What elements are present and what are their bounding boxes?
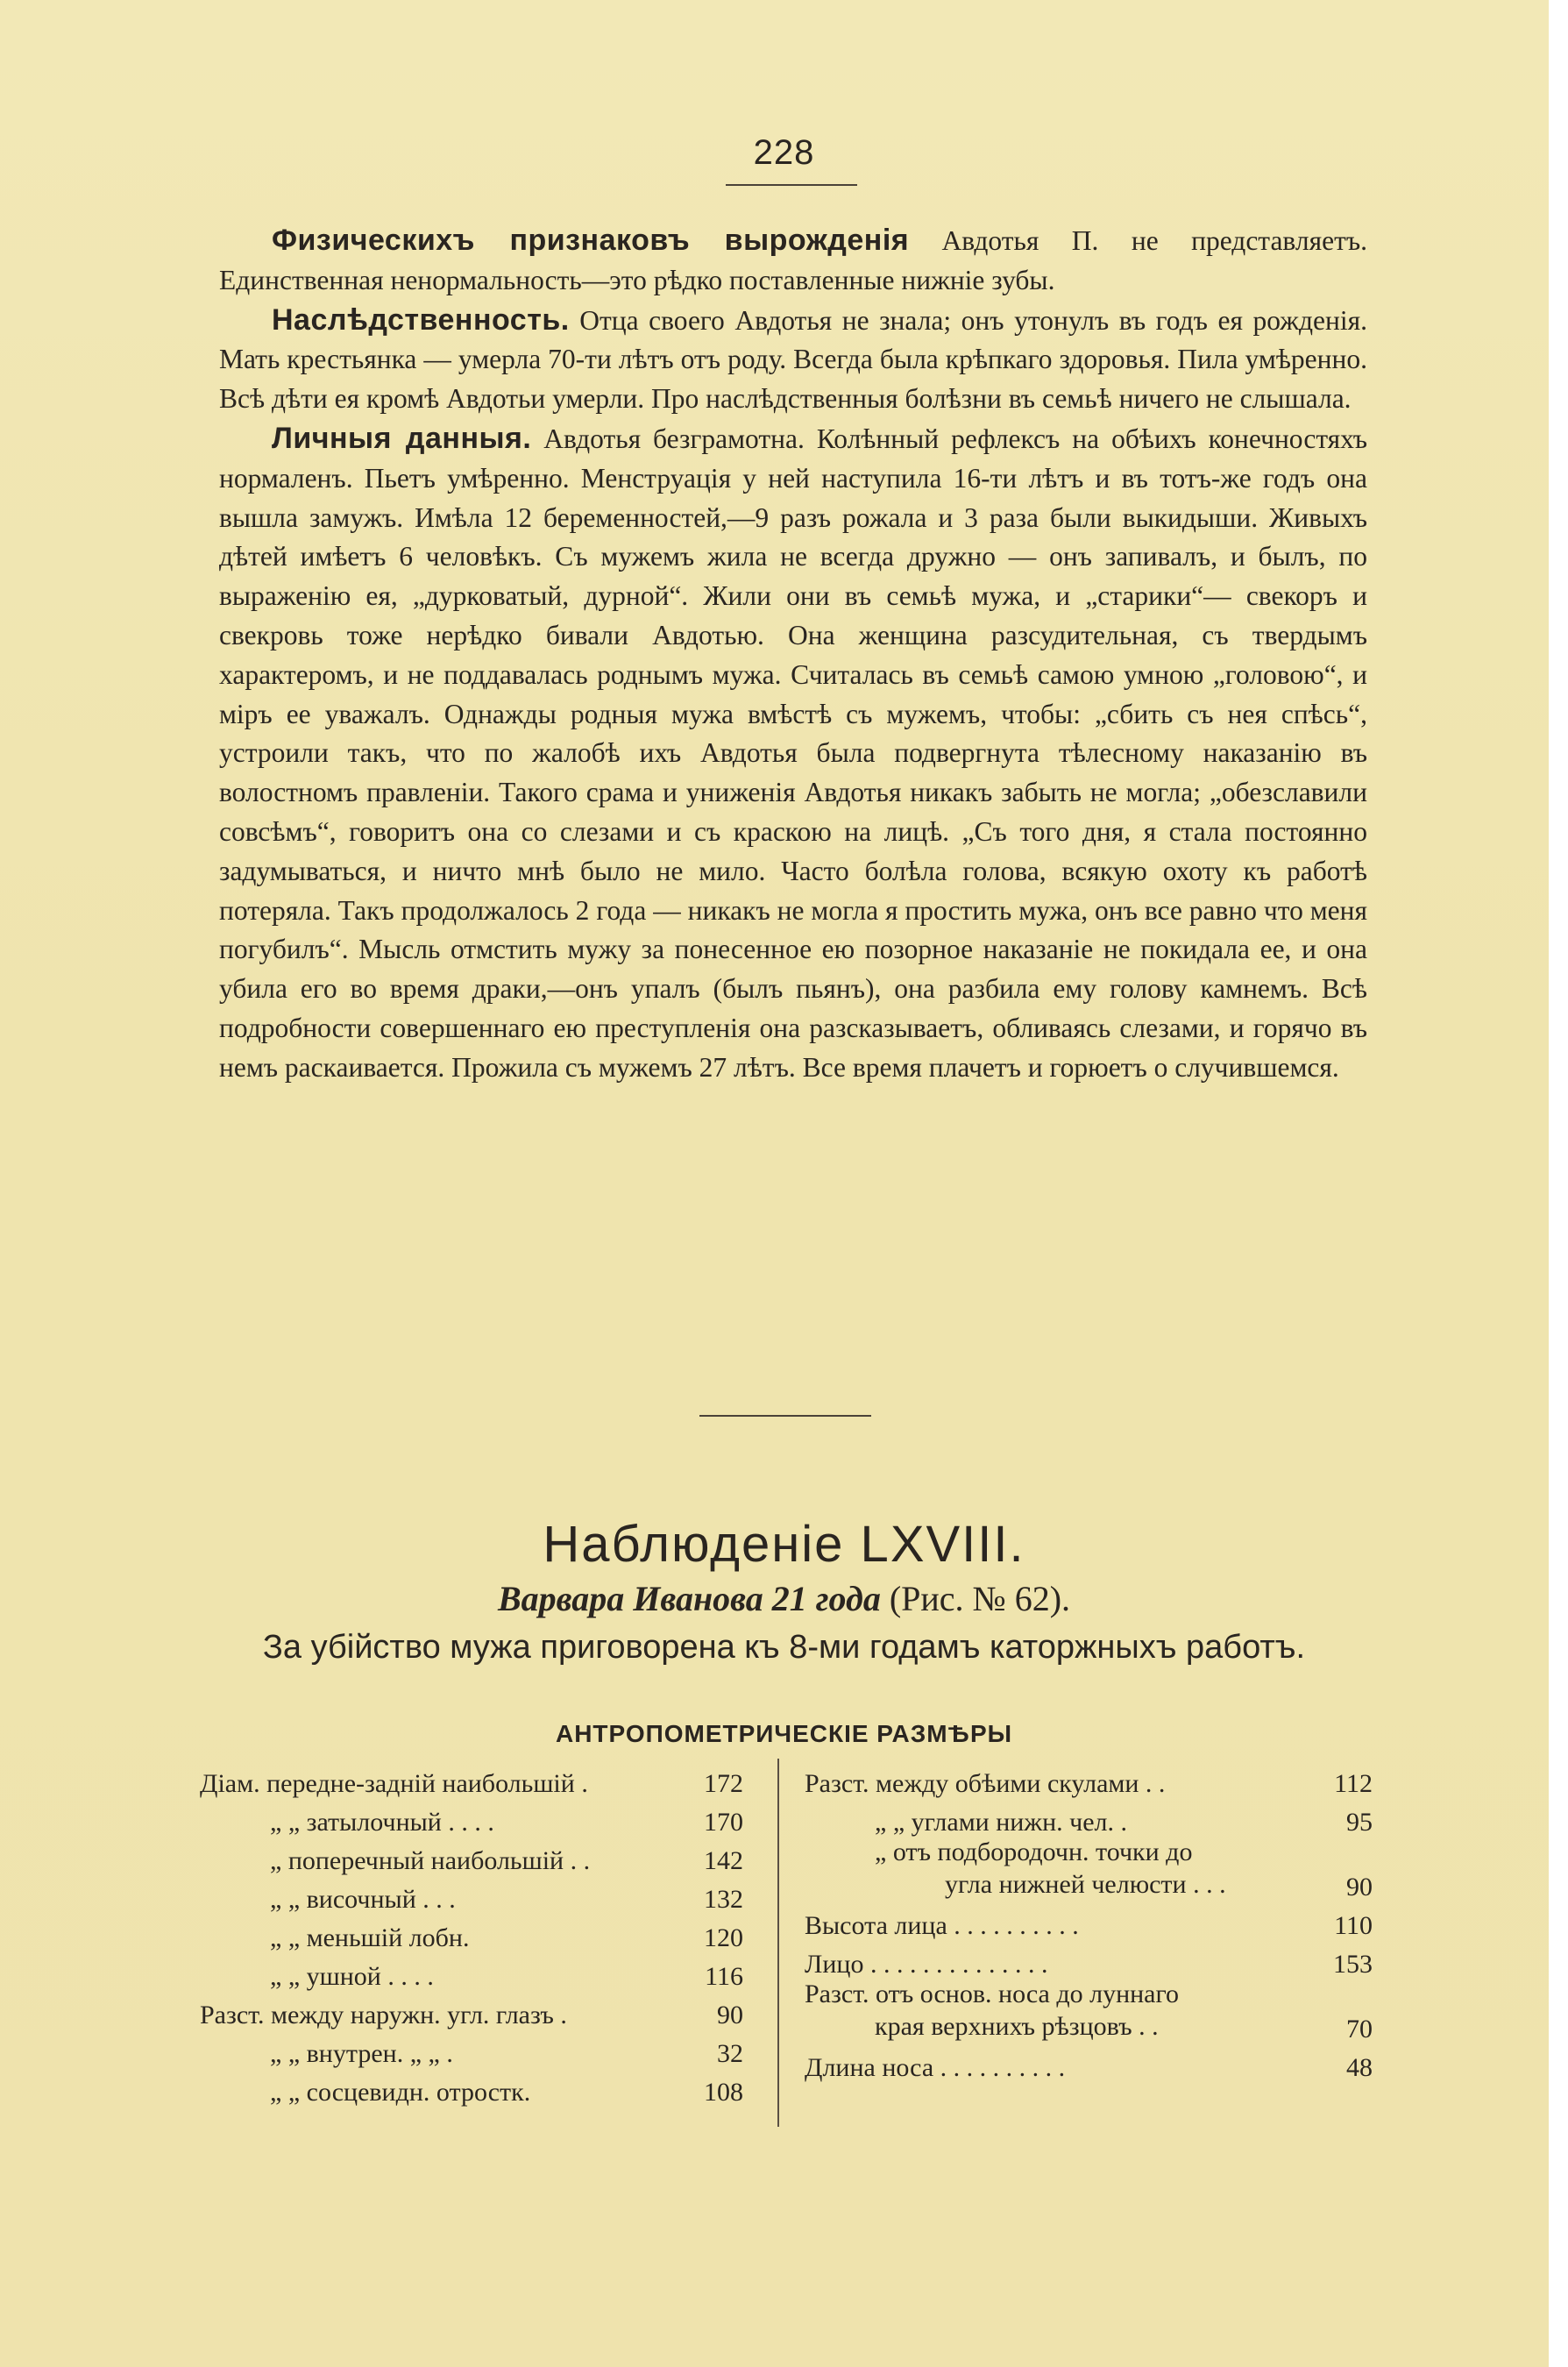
measurement-label: Діам. передне-задній наибольшій . [200, 1769, 588, 1798]
observation-title: Наблюденіе LXVIII. [543, 1516, 1025, 1573]
paragraph-personal-data [219, 419, 1367, 1088]
paragraph-degeneration [219, 221, 1367, 301]
measurement-label: Высота лица . . . . . . . . . . [805, 1911, 1079, 1940]
measurement-label [805, 1980, 1323, 2044]
measurements-right-column [805, 1760, 1373, 2083]
measurement-label: Лицо . . . . . . . . . . . . . . [805, 1950, 1048, 1979]
measurement-value: 95 [1346, 1808, 1373, 1837]
measurement-value: 120 [704, 1923, 743, 1952]
measurement-value: 112 [1334, 1769, 1373, 1798]
page-edge [1549, 0, 1568, 2367]
measurement-row [200, 1953, 743, 1992]
measurement-row [805, 1799, 1373, 1837]
measurement-label: „ „ сосцевидн. отростк. [270, 2078, 531, 2107]
measurement-row [200, 2069, 743, 2108]
measurement-label: Длина носа . . . . . . . . . . [805, 2053, 1066, 2082]
measurement-label: „ поперечный наибольшій . . [270, 1846, 591, 1875]
measurements-left-column [200, 1760, 743, 2108]
measurement-value: 172 [704, 1769, 743, 1798]
section-divider [699, 1415, 871, 1417]
observation-verdict: За убійство мужа приговорена къ 8-ми годамъ каторжныхъ работъ. [262, 1629, 1306, 1666]
measurement-value: 32 [717, 2039, 743, 2068]
paragraph-lead: Личныя данныя. [272, 421, 532, 455]
measurement-row [805, 1980, 1373, 2044]
measurement-value: 116 [705, 1962, 743, 1991]
measurement-value: 48 [1346, 2053, 1373, 2082]
measurement-row [805, 1837, 1373, 1902]
measurement-value: 110 [1334, 1911, 1373, 1940]
measurement-value: 70 [1346, 2015, 1373, 2044]
paragraph-text: Авдотья безграмотна. Колѣнный рефлексъ на обѣихъ конечностяхъ нормаленъ. Пьетъ умѣренно. Менструація у ней наступила 16-ти лѣтъ и въ тотъ-же годъ она вышла замужъ. Имѣла 12 беременностей,—9 разъ рожала и 3 раза были выкидыши. Живыхъ дѣтей имѣетъ 6 человѣкъ. Съ мужемъ жила не всегда дружно — онъ запивалъ, и былъ, по выраженію ея, „дурковатый, дурной“. Жили они въ семьѣ мужа, и „старики“— свекоръ и свекровь тоже нерѣдко бивали Авдотью. Она женщина разсудительная, съ твердымъ характеромъ, и не поддавалась роднымъ мужа. Считалась въ семьѣ самою умною „головою“, и міръ ее уважалъ. Однажды родныя мужа вмѣстѣ съ мужемъ, чтобы: „сбить съ нея спѣсь“, устроили такъ, что по жалобѣ ихъ Авдотья была подвергнута тѣлесному наказанію въ волостномъ правленіи. Такого срама и униженія Авдотья никакъ забыть не могла; „обезславили совсѣмъ“, говоритъ она со слезами и съ краскою на лицѣ. „Съ того дня, я стала постоянно задумываться, и ничто мнѣ было не мило. Часто болѣла голова, всякую охоту къ работѣ потеряла. Такъ продолжалось 2 года — никакъ не могла я простить мужа, онъ все равно что меня погубилъ“. Мысль отмстить мужу за понесенное ею позорное наказаніе не покидала ее, и она убила его во время драки,—онъ упалъ (былъ пьянъ), она разбила ему голову камнемъ. Всѣ подробности совершеннаго ею преступленія она разсказываетъ, обливаясь слезами, и горячо въ немъ раскаивается. Прожила съ мужемъ 27 лѣтъ. Все время плачетъ и горюетъ о случившемся. [219, 423, 1367, 1083]
measurement-label: „ „ затылочный . . . . [270, 1808, 494, 1837]
measurement-row [200, 1837, 743, 1876]
measurement-row [200, 1799, 743, 1837]
observation-subject [0, 1578, 1568, 1619]
measurement-label: „ „ височный . . . [270, 1885, 456, 1914]
measurement-value: 142 [704, 1846, 743, 1875]
table-column-divider [777, 1759, 779, 2127]
measurement-value: 170 [704, 1808, 743, 1837]
measurement-label: „ „ меньшій лобн. [270, 1923, 470, 1952]
measurement-label: Разст. между наружн. угл. глазъ . [200, 2001, 567, 2029]
paragraph-lead: Физическихъ признаковъ вырожденія [272, 224, 910, 257]
subject-name: Варвара Иванова 21 года [497, 1579, 881, 1618]
measurement-label-continuation: края верхнихъ рѣзцовъ . . [875, 2012, 1159, 2041]
paragraph-lead: Наслѣдственность. [272, 302, 570, 337]
measurement-label: „ „ внутрен. „ „ . [270, 2039, 453, 2068]
measurement-label: Разст. между обѣими скулами . . [805, 1769, 1166, 1798]
measurement-row [200, 1915, 743, 1953]
measurement-row [805, 1760, 1373, 1799]
paragraph-text: Авдотья П. не представляетъ. Единственная ненормальность—это рѣдко поставленные нижніе зубы. [219, 225, 1368, 295]
measurement-value: 90 [1346, 1873, 1373, 1901]
measurement-label-line: „ отъ подбородочн. точки до [875, 1837, 1193, 1866]
measurement-row [805, 1902, 1373, 1941]
figure-reference: (Рис. № 62). [880, 1579, 1071, 1618]
measurement-label-continuation: угла нижней челюсти . . . [945, 1870, 1226, 1899]
measurement-row [200, 1760, 743, 1799]
paragraph-text: Отца своего Авдотья не знала; онъ утонулъ въ годъ ея рожденія. Мать крестьянка — умерла 70-ти лѣтъ отъ роду. Всегда была крѣпкаго здоровья. Пила умѣренно. Всѣ дѣти ея кромѣ Авдотьи умерли. Про наслѣдственныя болѣзни въ семьѣ ничего не слышала. [219, 304, 1367, 415]
case-description [219, 221, 1367, 1088]
paragraph-heredity [219, 301, 1367, 419]
measurements-table-header: АНТРОПОМЕТРИЧЕСКІЕ РАЗМѢРЫ [555, 1720, 1013, 1747]
measurement-value: 132 [704, 1885, 743, 1914]
measurement-label-line: Разст. отъ основ. носа до луннаго [805, 1980, 1180, 2008]
page-number: 228 [753, 133, 815, 172]
measurement-value: 90 [717, 2001, 743, 2029]
measurement-row [200, 2030, 743, 2069]
measurement-label [805, 1837, 1323, 1902]
measurement-row [805, 1941, 1373, 1980]
measurement-value: 153 [1333, 1950, 1373, 1979]
measurement-row [200, 1876, 743, 1915]
measurement-label: „ „ углами нижн. чел. . [875, 1808, 1128, 1837]
page-number-rule [726, 184, 857, 186]
measurement-value: 108 [704, 2078, 743, 2107]
measurement-row [200, 1992, 743, 2030]
measurement-label: „ „ ушной . . . . [270, 1962, 434, 1991]
measurement-row [805, 2044, 1373, 2083]
